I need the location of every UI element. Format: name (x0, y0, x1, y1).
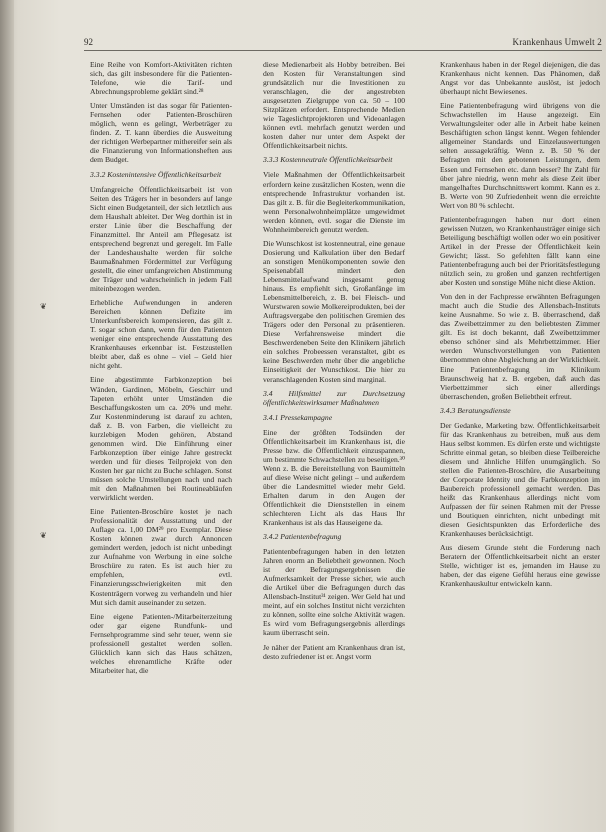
paragraph: Eine Patientenbefragung wird übrigens von die Schwachstellen im Hause angezeigt. Ein Verwaltungsleiter oder alle in Arbeit habe keinen Beschäftigten schon längst kennt. Wegen fehlender allgemeiner Standards und Einzelauswertungen selten aussagekräftig. Wenn z. B. 50 % der Befragten mit den gebotenen Leistungen, dem Essen und Fernsehen etc. dann besser? Ihr Zahl für über jahre niedrig, wenn mehr als diese Zeit über mangelhaftes Durchschnittswert kommt. Kann es z. B. Werte von 90 Zufriedenheit wenn die erreichte Wert von 80 % schlecht. (440, 101, 600, 210)
paragraph: Aus diesem Grunde steht die Forderung nach Beratern der Öffentlichkeitsarbeit nicht an erster Stelle, wichtiger ist es, jemanden im Hause zu haben, der das eigene Gefühl heraus eine gewisse Krankenhauskultur entwickeln kann. (440, 543, 600, 589)
page-number: 92 (84, 37, 93, 47)
margin-ornament-icon: ❦ (40, 531, 47, 540)
book-fold-shadow (0, 0, 14, 832)
paragraph: diese Medienarbeit als Hobby betreiben. Bei den Kosten für Veranstaltungen sind grundsätzlich nur die Investitionen zu veranschlagen, die der angestrebten ausgesetzten Zielgruppe von ca. 50 – 100 Sitzplätzen erfordert. Entsprechende Medien wie Tageslichtprojektoren und Videoanlagen können evtl. mehrfach genutzt werden und kosten daher nur unter dem Aspekt der Öffentlichkeitsarbeit nichts. (263, 60, 405, 151)
section-heading: 3.4.1 Pressekampagne (263, 412, 333, 422)
paragraph: Eine der größten Todsünden der Öffentlichkeitsarbeit im Krankenhaus ist, die Presse bzw. die Öffentlichkeit einzuspannen, um bestimmte Schwachstellen zu beseitigen.³⁰ Wenn z. B. die Bereitstellung von Baumitteln auf diese Weise nicht gelingt – und außerdem über die Landesmittel wieder mehr Geld. Erhalten darum in den Augen der Öffentlichkeit die Dienststellen in einem schlechteren Licht als das Haus Ihr Krankenhaus ist als das Hauseigene da. (263, 427, 405, 528)
section-heading: 3.4.3 Beratungsdienste (440, 405, 511, 415)
section-heading: 3.4 Hilfsmittel zur Durchsetzung öffentlichkeitswirksamer Maßnahmen (263, 388, 405, 407)
paragraph: Unter Umständen ist das sogar für Patienten-Fernsehen oder Patienten-Broschüren möglich, wenn es gelingt, Werbeträger zu finden. Z. T. kann überdies die Ausweitung der richtigen Werbepartner mithereifer sein als die Finanzierung von Informationsheften aus dem Budget. (90, 101, 232, 165)
section-heading: 3.3.2 Kostenintensive Öffentlichkeitsarbeit (90, 169, 222, 179)
paragraph: Erhebliche Aufwendungen in anderen Bereichen können Defizite im Unterkunftsbereich kompensieren, das gilt z. T. sogar schon dann, wenn für den Patienten weniger eine entsprechende Ausstattung des Krankenhauses erkennbar ist. Festzustellen bleibt aber, daß es ohne – viel – Geld hier nicht geht. (90, 298, 232, 371)
paragraph: Umfangreiche Öffentlichkeitsarbeit ist von Seiten des Trägers her in besonders auf lange Sicht einen Budgetanteil, der sich letztlich aus dem Haushalt ableitet. Der Weg dorthin ist in erster Linie über die Beschaffung der Finanzmittel. Ihr Anteil am Pflegesatz ist entsprechend begrenzt und geregelt. Im Falle der Landeshaushalte werden für solche Baumaßnahmen Fördermittel zur Verfügung gestellt, die einer umfangreichen Abstimmung der Träger und wahrscheinlich in jedem Fall miteinbezogen werden. (90, 184, 232, 294)
page-header (84, 36, 602, 51)
section-heading: 3.4.2 Patientenbefragung (263, 532, 342, 542)
paragraph: Eine eigene Patienten-/Mitarbeiterzeitung oder gar eigene Rundfunk- und Fernsehprogramme sind sehr teuer, wenn sie professionell gestaltet werden sollen. Glücklich kann sich das Haus schätzen, welches ehrenamtliche Kräfte oder Mitarbeiter hat, die (90, 611, 232, 675)
paragraph: Je näher der Patient am Krankenhaus dran ist, desto zufriedener ist er. Angst vorm (263, 642, 405, 661)
paragraph: Eine abgestimmte Farbkonzeption bei Wänden, Gardinen, Möbeln, Geschirr und Tapeten erhöht unter Umständen die Beschaffungskosten um ca. 20% und mehr. Zur Kostenminderung ist darauf zu achten, daß z. B. von Farben, die vielleicht zu kurzlebigen Moden gehören, Abstand genommen wird. Die Einführung einer Farbkonzeption über einige Jahre gestreckt werden und für dieses Teilprojekt von den Kosten her gar nicht zu Buche schlagen. Sonst müssen solche Umstellungen nach und nach mit den Maßnahmen bei Routineabläufen verwirklicht werden. (90, 375, 232, 503)
text-column-middle (263, 60, 405, 666)
paragraph: Viele Maßnahmen der Öffentlichkeitsarbeit erfordern keine zusätzlichen Kosten, wenn die entsprechende Infrastruktur vorhanden ist. Das gilt z. B. für die Begleiterkommunikation, wenn Personalwohnheimplätze umgewidmet werden können, evtl. sogar die Dienste im Wohnheimbereich genutzt werden. (263, 170, 405, 234)
paragraph: Der Gedanke, Marketing bzw. Öffentlichkeitsarbeit für das Krankenhaus zu betreiben, muß aus dem Haus selbst kommen. Es dürfen erste und wichtigste Schritte einmal getan, so bleiben diese Teilbereiche diesem und ähnliche Hilfen unumgänglich. So stellen die Patienten-Broschüre, die Ausarbeitung der Corporate Identity und die Farbkonzeption im Baubereich professionell gemacht werden. Das heißt das Krankenhaus allerdings nicht vom Aufpassen der für seinen Rahmen mit der Presse und Boutiquen einrichten, nicht unbedingt mit diesen Gesichtspunkten das Erforderliche des Krankenhauses berücksichtigt. (440, 420, 600, 539)
paragraph: Patientenbefragungen haben in den letzten Jahren enorm an Beliebtheit gewonnen. Noch ist der Befragungsergebnissen die Aufmerksamkeit der Presse sicher, wie auch die Artikel über die Befragungen durch das Allensbach-Institut³¹ zeigen. Wer Geld hat und meint, auf ein solches Institut nicht verzichten zu können, sollte eine solche Aktivität wagen. Es wird vom Befragungsergebnis allerdings kaum überrascht sein. (263, 547, 405, 638)
paragraph: Die Wunschkost ist kostenneutral, eine genaue Dosierung und Kalkulation über den Bedarf an sonstigen Menükomponenten sowie den Speisenabfall mindert den Lebensmittelaufwand insgesamt genug hinaus. Es empfiehlt sich, Großanfänge im Lebensmittelbereich, z. B. bei Fleisch- und Wurstwaren sowie Molkereiprodukten, bei der Auftragsvergabe den politischen Gremien des Trägers oder den Personal zu präsentieren. Diese Verfahrensweise mindert die Beschwerdeneben Seite den Klinikern jährlich ein solches Probeessen veranstaltet, gibt es keine Beschwerden mehr über die angebliche Einseitigkeit der Wunschkost. Die hier zu veranschlagenden Kosten sind marginal. (263, 238, 405, 384)
paragraph: Von den in der Fachpresse erwähnten Befragungen macht auch die Studie des Allensbach-Instituts keine Ausnahme. So wie z. B. überraschend, daß das Zweibettzimmer zu den beliebtesten Zimmer gilt. Es ist doch bekannt, daß Zweibettzimmer ebenso schöner sind als Mehrbettzimmer. Hier werden Wunschvorstellungen von Patienten übernommen ohne Abgleichung an der Wirklichkeit. Eine Patientenbefragung im Klinikum Braunschweig hat z. B. ergeben, daß auch das Vierbettzimmer sich einer allerdings überraschenden, großen Beliebtheit erfreut. (440, 292, 600, 401)
section-heading: 3.3.3 Kostenneutrale Öffentlichkeitsarbeit (263, 155, 393, 165)
paragraph: Eine Reihe von Komfort-Aktivitäten richten sich, das gilt insbesondere für die Patienten-Telefone, wie die Tarif- und Abrechnungsprobleme geklärt sind.²⁸ (90, 60, 232, 97)
text-column-left (90, 60, 232, 680)
margin-ornament-icon: ❦ (40, 302, 47, 311)
paragraph: Eine Patienten-Broschüre kostet je nach Professionalität der Ausstattung und der Auflage ca. 1,00 DM²⁹ pro Exemplar. Diese Kosten können zwar durch Annoncen gemindert werden, jedoch ist nicht unbedingt zur Aufnahme von Werbung in eine solche Broschüre zu raten. Es ist auch hier zu empfehlen, evtl. Finanzierungsschwierigkeiten mit den Kostenträgern vorweg zu verhandeln und hier Mut sich damit auseinander zu setzen. (90, 507, 232, 607)
paragraph: Patientenbefragungen haben nur dort einen gewissen Nutzen, wo Krankenhausträger einige sich Beteiligung beschäftigt wollen oder wo ein positiver Artikel in der Presse der Öffentlichkeit kein Gewicht; lässt. So gefehlten fällt kann eine Patientenbefragung auch bei der Prioritätsfestlegung nützlich sein, zu großen und ganzen rechtfertigen aber Kosten und sonstige Mühe nicht diese Aktion. (440, 214, 600, 288)
text-column-right (440, 60, 600, 594)
running-title: Krankenhaus Umwelt 2 (512, 37, 602, 47)
paragraph: Krankenhaus haben in der Regel diejenigen, die das Krankenhaus nicht kennen. Das Phänomen, daß Angst vor das Unbekannte auslöst, ist jedoch überhaupt nicht Bewiesenes. (440, 60, 600, 97)
